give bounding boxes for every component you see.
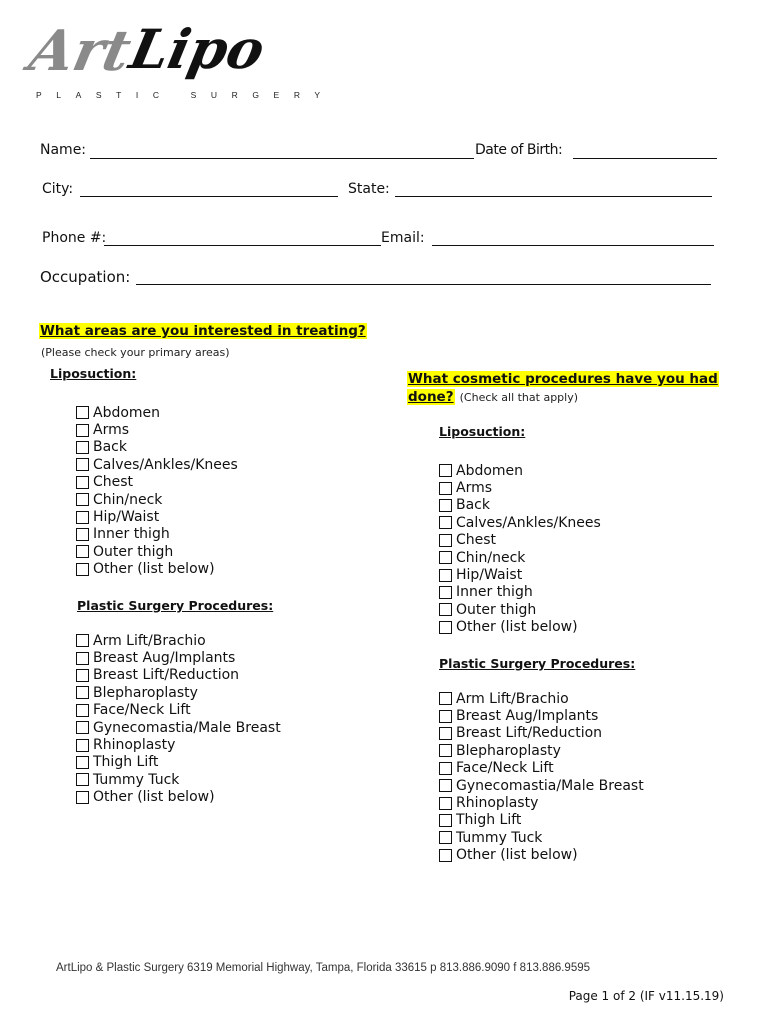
checkbox-label: Other (list below) — [93, 789, 215, 806]
areas-interested-subtext: (Please check your primary areas) — [41, 346, 230, 359]
checkbox-label: Tummy Tuck — [93, 771, 180, 788]
checkbox-label: Rhinoplasty — [93, 737, 176, 754]
checkbox[interactable] — [439, 464, 452, 477]
checkbox-label: Arm Lift/Brachio — [456, 690, 569, 707]
checkbox-label: Thigh Lift — [93, 754, 159, 771]
checkbox[interactable] — [439, 621, 452, 634]
left-ps-item[interactable] — [76, 736, 281, 753]
city-label: City: — [42, 181, 74, 197]
right-liposuction-list — [439, 462, 601, 636]
left-ps-item[interactable] — [76, 771, 281, 788]
checkbox[interactable] — [76, 652, 89, 665]
left-ps-item[interactable] — [76, 632, 281, 649]
right-lipo-item[interactable] — [439, 584, 601, 601]
checkbox[interactable] — [76, 669, 89, 682]
left-ps-item[interactable] — [76, 789, 281, 806]
checkbox[interactable] — [76, 756, 89, 769]
checkbox-label: Back — [456, 497, 490, 514]
checkbox-label: Chin/neck — [456, 549, 526, 566]
email-label: Email: — [381, 230, 425, 246]
state-field[interactable] — [395, 196, 712, 197]
checkbox-label: Other (list below) — [456, 619, 578, 636]
left-ps-item[interactable] — [76, 702, 281, 719]
checkbox-label: Chest — [456, 532, 497, 549]
checkbox-label: Face/Neck Lift — [456, 760, 554, 777]
checkbox[interactable] — [439, 482, 452, 495]
dob-label: Date of Birth: — [475, 142, 563, 158]
checkbox-label: Breast Lift/Reduction — [93, 667, 240, 684]
checkbox-label: Calves/Ankles/Knees — [93, 456, 238, 473]
checkbox-label: Back — [93, 439, 127, 456]
checkbox-label: Chest — [93, 474, 134, 491]
email-field[interactable] — [432, 245, 714, 246]
checkbox[interactable] — [439, 849, 452, 862]
checkbox-label: Outer thigh — [93, 543, 174, 560]
right-ps-item[interactable] — [439, 812, 644, 829]
right-lipo-item[interactable] — [439, 514, 601, 531]
left-plastic-surgery-heading: Plastic Surgery Procedures: — [77, 598, 274, 613]
checkbox-label: Thigh Lift — [456, 812, 522, 829]
right-lipo-item[interactable] — [439, 549, 601, 566]
checkbox-label: Breast Lift/Reduction — [456, 725, 603, 742]
checkbox-label: Face/Neck Lift — [93, 702, 191, 719]
dob-field[interactable] — [573, 158, 717, 159]
checkbox-label: Calves/Ankles/Knees — [456, 514, 601, 531]
checkbox-label: Abdomen — [93, 404, 161, 421]
checkbox[interactable] — [76, 686, 89, 699]
right-ps-item[interactable] — [439, 794, 644, 811]
checkbox[interactable] — [439, 814, 452, 827]
cosmetic-procedures-heading: What cosmetic procedures have you had — [408, 371, 718, 387]
checkbox[interactable] — [439, 692, 452, 705]
checkbox[interactable] — [76, 493, 89, 506]
phone-field[interactable] — [104, 245, 381, 246]
right-lipo-item[interactable] — [439, 462, 601, 479]
right-ps-item[interactable] — [439, 847, 644, 864]
checkbox[interactable] — [76, 739, 89, 752]
left-ps-item[interactable] — [76, 649, 281, 666]
checkbox[interactable] — [76, 791, 89, 804]
checkbox[interactable] — [439, 534, 452, 547]
right-ps-item[interactable] — [439, 777, 644, 794]
left-lipo-item[interactable] — [76, 456, 238, 473]
footer-address: ArtLipo & Plastic Surgery 6319 Memorial Highway, Tampa, Florida 33615 p 813.886.9090 f 813.886.9595 — [56, 962, 591, 974]
checkbox[interactable] — [439, 710, 452, 723]
right-lipo-item[interactable] — [439, 601, 601, 618]
checkbox[interactable] — [76, 476, 89, 489]
checkbox-label: Hip/Waist — [93, 509, 160, 526]
checkbox-label: Hip/Waist — [456, 567, 523, 584]
left-lipo-item[interactable] — [76, 508, 238, 525]
left-lipo-item[interactable] — [76, 561, 238, 578]
checkbox[interactable] — [439, 744, 452, 757]
checkbox[interactable] — [439, 516, 452, 529]
checkbox-label: Abdomen — [456, 462, 524, 479]
right-plastic-surgery-heading: Plastic Surgery Procedures: — [439, 656, 636, 671]
checkbox[interactable] — [439, 569, 452, 582]
checkbox[interactable] — [76, 406, 89, 419]
right-lipo-item[interactable] — [439, 497, 601, 514]
checkbox[interactable] — [76, 458, 89, 471]
checkbox-label: Blepharoplasty — [93, 684, 198, 701]
checkbox-label: Gynecomastia/Male Breast — [456, 777, 644, 794]
checkbox-label: Outer thigh — [456, 601, 537, 618]
checkbox-label: Tummy Tuck — [456, 829, 543, 846]
name-field[interactable] — [90, 158, 474, 159]
left-liposuction-heading: Liposuction: — [50, 366, 137, 381]
checkbox[interactable] — [76, 424, 89, 437]
left-lipo-item[interactable] — [76, 491, 238, 508]
checkbox[interactable] — [439, 551, 452, 564]
phone-label: Phone #: — [42, 230, 107, 246]
left-lipo-item[interactable] — [76, 404, 238, 421]
left-liposuction-list — [76, 404, 238, 578]
page-number: Page 1 of 2 (IF v11.15.19) — [568, 989, 724, 1003]
checkbox-label: Blepharoplasty — [456, 742, 561, 759]
checkbox[interactable] — [439, 499, 452, 512]
right-lipo-item[interactable] — [439, 532, 601, 549]
checkbox-label: Other (list below) — [93, 561, 215, 578]
right-lipo-item[interactable] — [439, 566, 601, 583]
cosmetic-procedures-heading-cont: done? — [408, 389, 454, 405]
cosmetic-procedures-subtext: (Check all that apply) — [459, 391, 579, 404]
right-ps-item[interactable] — [439, 725, 644, 742]
left-lipo-item[interactable] — [76, 526, 238, 543]
checkbox[interactable] — [439, 779, 452, 792]
checkbox[interactable] — [76, 704, 89, 717]
checkbox[interactable] — [76, 528, 89, 541]
left-ps-item[interactable] — [76, 754, 281, 771]
left-ps-item[interactable] — [76, 667, 281, 684]
name-label: Name: — [40, 142, 87, 158]
checkbox-label: Arms — [456, 480, 493, 497]
checkbox[interactable] — [439, 831, 452, 844]
checkbox-label: Arm Lift/Brachio — [93, 632, 206, 649]
left-plastic-surgery-list — [76, 632, 281, 806]
left-lipo-item[interactable] — [76, 474, 238, 491]
left-ps-item[interactable] — [76, 684, 281, 701]
right-heading-line1-wrap — [407, 368, 719, 387]
checkbox[interactable] — [439, 603, 452, 616]
checkbox[interactable] — [76, 563, 89, 576]
checkbox-label: Inner thigh — [93, 526, 170, 543]
left-ps-item[interactable] — [76, 719, 281, 736]
checkbox-label: Arms — [93, 422, 130, 439]
right-ps-item[interactable] — [439, 707, 644, 724]
right-heading-line2-wrap — [407, 386, 578, 405]
right-lipo-item[interactable] — [439, 479, 601, 496]
right-liposuction-heading: Liposuction: — [439, 424, 526, 439]
checkbox-label: Gynecomastia/Male Breast — [93, 719, 281, 736]
checkbox-label: Chin/neck — [93, 491, 163, 508]
checkbox[interactable] — [76, 773, 89, 786]
right-ps-item[interactable] — [439, 690, 644, 707]
checkbox[interactable] — [76, 545, 89, 558]
city-field[interactable] — [80, 196, 338, 197]
left-lipo-item[interactable] — [76, 421, 238, 438]
areas-interested-heading: What areas are you interested in treating? — [40, 323, 366, 339]
checkbox[interactable] — [439, 586, 452, 599]
logo-subtitle: PLASTIC SURGERY — [36, 90, 335, 100]
checkbox[interactable] — [76, 511, 89, 524]
right-ps-item[interactable] — [439, 760, 644, 777]
checkbox[interactable] — [76, 634, 89, 647]
left-lipo-item[interactable] — [76, 439, 238, 456]
occupation-label: Occupation: — [40, 268, 131, 286]
left-heading-wrap — [39, 320, 367, 339]
checkbox-label: Inner thigh — [456, 584, 533, 601]
checkbox[interactable] — [76, 441, 89, 454]
checkbox-label: Rhinoplasty — [456, 795, 539, 812]
right-ps-item[interactable] — [439, 829, 644, 846]
checkbox[interactable] — [439, 727, 452, 740]
state-label: State: — [348, 181, 390, 197]
right-plastic-surgery-list — [439, 690, 644, 864]
checkbox-label: Breast Aug/Implants — [93, 650, 236, 667]
checkbox-label: Breast Aug/Implants — [456, 708, 599, 725]
left-lipo-item[interactable] — [76, 543, 238, 560]
checkbox-label: Other (list below) — [456, 847, 578, 864]
checkbox[interactable] — [439, 762, 452, 775]
checkbox[interactable] — [76, 721, 89, 734]
logo-art-text: Art — [23, 18, 137, 84]
right-lipo-item[interactable] — [439, 619, 601, 636]
logo-lipo-text: Lipo — [124, 17, 271, 81]
checkbox[interactable] — [439, 797, 452, 810]
right-ps-item[interactable] — [439, 742, 644, 759]
occupation-field[interactable] — [136, 284, 711, 285]
